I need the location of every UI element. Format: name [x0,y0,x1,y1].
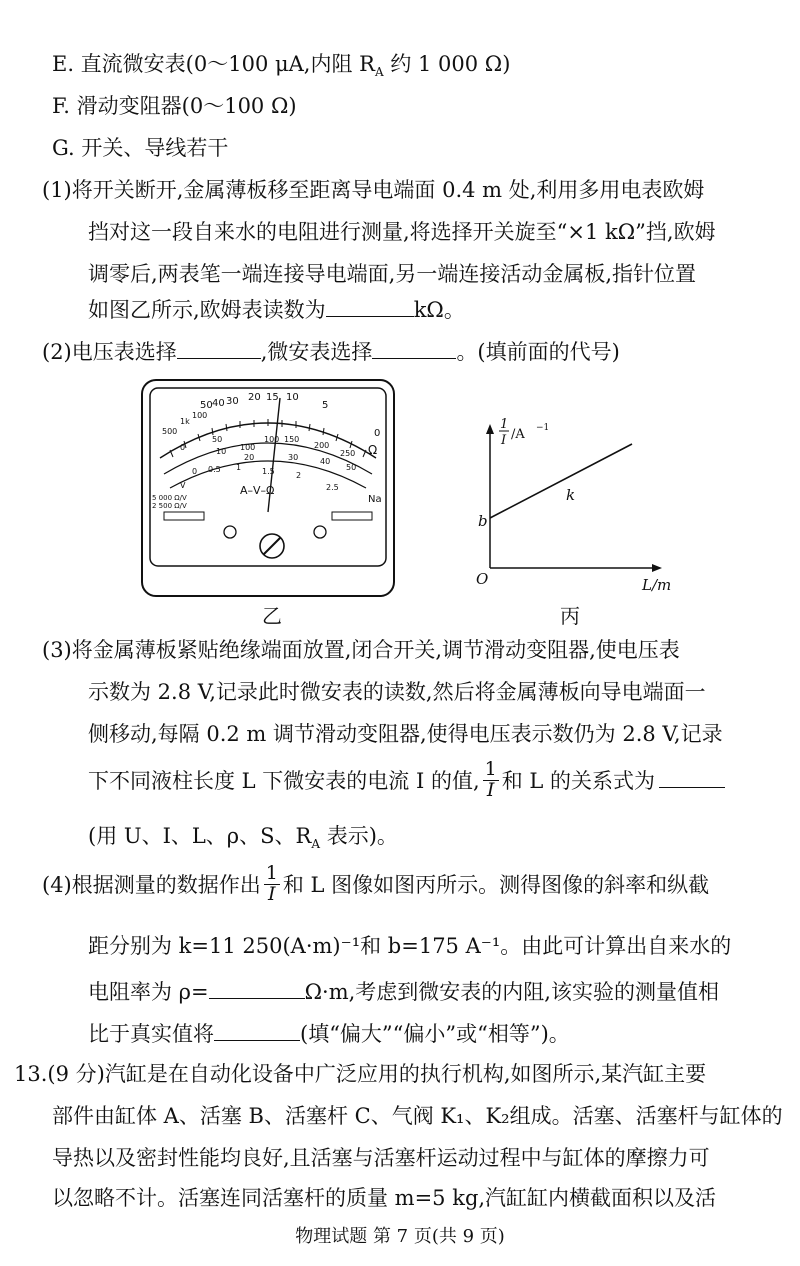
meter-v-mark: V [180,481,186,490]
mid-value-label: 20 [244,453,255,462]
q3-line3: 侧移动,每隔 0.2 m 调节滑动变阻器,使得电压表示数仍为 2.8 V,记录 [88,722,723,746]
answer-blank[interactable] [209,980,305,999]
slope-label: k [566,486,576,504]
q4-line4: 比于真实值将 (填“偏大”“偏小”或“相等”)。 [88,1022,570,1046]
scale-top-left-label: 100 [192,411,208,420]
intercept-label: b [478,512,488,530]
mid-value-label: 40 [320,457,331,466]
answer-blank[interactable] [177,340,261,359]
fit-line [490,444,632,518]
mid-value-label: 50 [212,435,223,444]
q4-line3: 电阻率为 ρ= Ω·m,考虑到微安表的内阻,该实验的测量值相 [88,980,719,1004]
y-axis-label: /A [511,427,525,442]
meter-brand: Na [368,494,382,505]
answer-blank[interactable] [214,1022,300,1041]
scale-top-label: 5 [322,400,329,411]
low-scale-label: 1.5 [262,467,275,476]
q3-line4: 下不同液柱长度 L 下微安表的电流 I 的值, $\frac{1}{I}$ 和 L 的关系式为 [88,762,725,803]
meter-center-label: A–V–Ω [240,484,275,497]
scale-top-label: 20 [248,392,261,403]
q2-line: (2)电压表选择 ,微安表选择 。(填前面的代号) [42,340,620,364]
scale-top-label: 50 [200,400,213,411]
mid-value-label: 100 [240,443,256,452]
q13-line3: 导热以及密封性能均良好,且活塞与活塞杆运动过程中与缸体的摩擦力可 [52,1146,710,1170]
q13-line4: 以忽略不计。活塞连同活塞杆的质量 m=5 kg,汽缸缸内横截面积以及活 [52,1186,717,1210]
low-scale-label: 0 [192,467,198,476]
q4-line2: 距分别为 k=11 250(A·m)⁻¹和 b=175 A⁻¹。由此可计算出自来水的 [88,934,732,958]
origin-label: O [476,570,489,588]
caption-yi: 乙 [262,604,282,628]
low-scale-label: 2.5 [326,483,339,492]
graph-figure [466,418,708,602]
mid-value-label: 0 [180,443,186,452]
answer-blank[interactable] [659,769,725,788]
ohm-symbol: Ω [368,443,378,457]
item-e: E. 直流微安表(0～100 μA,内阻 $R_A$ 约 1 000 Ω) [52,52,511,80]
y-frac-den: I [501,433,507,448]
meter-spec: 2 500 Ω/V [152,502,187,510]
q13-line1: 13.(9 分)汽缸是在自动化设备中广泛应用的执行机构,如图所示,某汽缸主要 [14,1062,707,1086]
low-scale-label: 1 [236,463,242,472]
scale-top-left-label: 1k [180,417,190,426]
answer-blank[interactable] [326,298,414,317]
mid-scale-label: 100 [264,435,280,444]
q3-line1: (3)将金属薄板紧贴绝缘端面放置,闭合开关,调节滑动变阻器,使电压表 [42,638,680,662]
q1-line3: 调零后,两表笔一端连接导电端面,另一端连接活动金属板,指针位置 [88,262,697,286]
scale-top-label: 30 [226,396,239,407]
multimeter-figure [140,378,396,600]
y-frac-num: 1 [500,418,509,432]
caption-bing: 丙 [560,604,580,628]
mid-value-label: 10 [216,447,227,456]
x-axis-label: L/m [642,576,672,594]
q3-line5: (用 U、I、L、ρ、S、$R_A$ 表示)。 [88,824,398,852]
q3-line2: 示数为 2.8 V,记录此时微安表的读数,然后将金属薄板向导电端面一 [88,680,706,704]
scale-top-label: 0 [374,428,381,439]
item-f: F. 滑动变阻器(0～100 Ω) [52,94,297,118]
q1-line1: (1)将开关断开,金属薄板移至距离导电端面 0.4 m 处,利用多用电表欧姆 [42,178,705,202]
scale-top-left-label: 500 [162,427,178,436]
mid-scale-label: 250 [340,449,356,458]
low-scale-label: 0.5 [208,465,221,474]
q13-line2: 部件由缸体 A、活塞 B、活塞杆 C、气阀 K₁、K₂组成。活塞、活塞杆与缸体的 [52,1104,783,1128]
scale-top-label: 40 [212,398,225,409]
answer-blank[interactable] [372,340,456,359]
y-axis-sup: −1 [536,423,550,433]
mid-value-label: 50 [346,463,357,472]
mid-value-label: 30 [288,453,299,462]
mid-scale-label: 150 [284,435,300,444]
mid-scale-label: 200 [314,441,330,450]
q1-line2: 挡对这一段自来水的电阻进行测量,将选择开关旋至“×1 kΩ”挡,欧姆 [88,220,716,244]
scale-top-label: 10 [286,392,299,403]
page-footer: 物理试题 第 7 页(共 9 页) [295,1226,505,1247]
item-g: G. 开关、导线若干 [52,136,229,160]
low-scale-label: 2 [296,471,302,480]
scale-top-label: 15 [266,392,279,403]
meter-spec: 5 000 Ω/V [152,494,187,502]
q1-line4: 如图乙所示,欧姆表读数为 kΩ。 [88,298,465,322]
q4-line1: (4)根据测量的数据作出 $\frac{1}{I}$ 和 L 图像如图丙所示。测得图像的斜率和纵截 [42,862,710,905]
